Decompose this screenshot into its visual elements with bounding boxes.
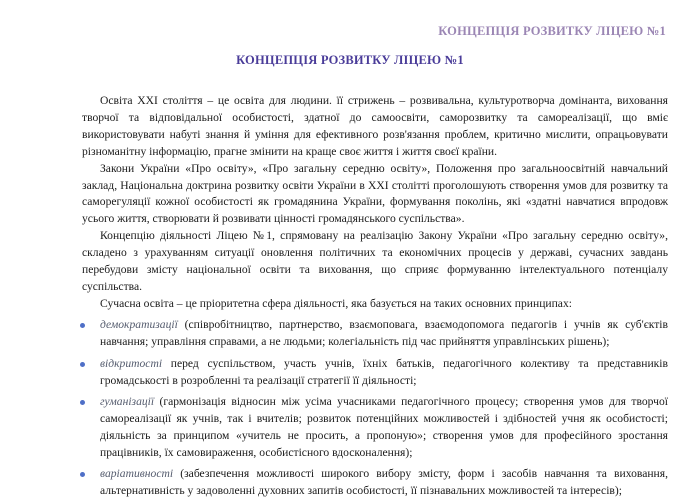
list-item: [82, 356, 668, 390]
paragraph-laws: Закони України «Про освіту», «Про загальну середню освіту», Положення про загальноосвітній навчальний заклад, Національна доктрина розвитку освіти України в XXI столітті проголошують створення умов для розвитку та саморегуляції кожної особистості як громадянина України, формування поколінь, які «здатні навчатися впродовж усього життя, створювати й розвивати цінності громадянського суспільства».: [82, 161, 668, 226]
list-item: [82, 466, 668, 500]
bullet-icon: [80, 472, 85, 477]
running-header: КОНЦЕПЦІЯ РОЗВИТКУ ЛІЦЕЮ №1: [438, 24, 666, 38]
bullet-icon: [80, 400, 85, 405]
document-body: [82, 93, 668, 500]
principle-text: (забезпечення можливості широкого вибору змісту, форм і засобів навчання та виховання, альтернативність у задоволенні духовних запитів особистості, її пізнавальних можливостей та інтересів);: [100, 467, 668, 497]
principle-text: (гармонізація відносин між усіма учасниками педагогічного процесу; створення умов для творчої самореалізації як учнів, так і вчителів; розвиток потенційних можливостей і здібностей учня як особистості; діяльність за принципом «учитель не просить, а пропоную»; створення умов для професійного зростання працівників, їх самовираження, особистісного вдосконалення);: [100, 394, 668, 459]
principle-text: (співробітництво, партнерство, взаємоповага, взаємодопомога педагогів і учнів як суб'єктів навчання; управління справами, а не людьми; колегіальність під час прийняття управлінських рішень);: [100, 318, 668, 349]
principle-term: відкритості: [100, 356, 163, 370]
principles-list: [82, 317, 668, 500]
principle-text: перед суспільством, участь учнів, їхніх батьків, педагогічного колективу та представників громадськості в розробленні та реалізації стратегії її діяльності;: [100, 356, 668, 387]
principle-term: варіативності: [100, 467, 174, 481]
bullet-icon: [80, 362, 85, 367]
paragraph-intro: Освіта XXI століття – це освіта для людини. її стрижень – розвивальна, культуротворча домінанта, виховання творчої та відповідальної особистості, здатної до самоосвіти, саморозвитку та самореалізації, що вміє використовувати набуті знання й уміння для ефективного розв'язання проблем, критично мислити, опрацьовувати різноманітну інформацію, прагне змінити на краще своє життя і життя своєї країни.: [82, 94, 668, 158]
paragraph-principles-intro: Сучасна освіта – це пріоритетна сфера діяльності, яка базується на таких основних принципах:: [100, 296, 572, 310]
bullet-icon: [80, 323, 85, 328]
document-title: КОНЦЕПЦІЯ РОЗВИТКУ ЛІЦЕЮ №1: [236, 53, 464, 67]
paragraph-concept: Концепцію діяльності Ліцею №1, спрямовану на реалізацію Закону України «Про загальну середню освіту», складено з урахуванням ситуації оновлення політичних та економічних процесів у державі, сучасних завдань перебудови змісту національної освіти та виховання, що сприяє формуванню інтелектуального потенціалу суспільства.: [82, 229, 668, 293]
list-item: [82, 394, 668, 462]
principle-term: гуманізації: [100, 394, 155, 408]
list-item: [82, 317, 668, 351]
principle-term: демократизації: [100, 318, 178, 332]
